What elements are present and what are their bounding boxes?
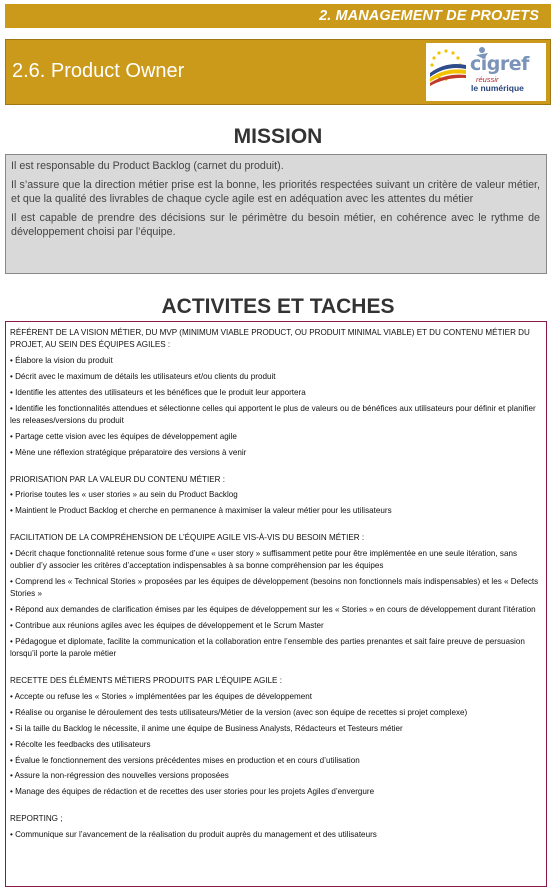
activity-section bbox=[10, 474, 542, 518]
activity-section-title: REPORTING ; bbox=[10, 814, 63, 824]
activity-item: • Élabore la vision du produit bbox=[10, 356, 113, 366]
activity-item: • Pédagogue et diplomate, facilite la communication et la collaboration entre l’ensemble des parties prenantes et sait faire preuve de persuasion lorsqu’il porte la parole métier bbox=[10, 637, 525, 659]
activity-item: • Assure la non-régression des nouvelles versions proposées bbox=[10, 771, 229, 781]
cigref-logo bbox=[426, 43, 546, 101]
activity-item: • Contribue aux réunions agiles avec les équipes de développement et le Scrum Master bbox=[10, 621, 324, 631]
mission-paragraph: Il est responsable du Product Backlog (carnet du produit). bbox=[11, 160, 284, 172]
activity-item: • Mène une réflexion stratégique préparatoire des versions à venir bbox=[10, 447, 247, 457]
activities-box bbox=[5, 321, 547, 887]
logo-tagline-1: réussir bbox=[476, 75, 499, 84]
mission-heading: MISSION bbox=[233, 125, 323, 148]
activity-section bbox=[10, 327, 542, 459]
activity-item: • Partage cette vision avec les équipes de développement agile bbox=[10, 431, 237, 441]
activity-item: • Identifie les attentes des utilisateurs et les bénéfices que le produit leur apportera bbox=[10, 387, 306, 397]
activity-section bbox=[10, 813, 542, 841]
section-banner-text: 2. MANAGEMENT DE PROJETS bbox=[319, 8, 539, 24]
activity-item: • Accepte ou refuse les « Stories » implémentées par les équipes de développement bbox=[10, 691, 313, 701]
activity-section bbox=[10, 675, 542, 798]
activity-section-title: FACILITATION DE LA COMPRÉHENSION DE L’ÉQUIPE AGILE VIS-À-VIS DU BESOIN MÉTIER : bbox=[10, 533, 365, 543]
page-header bbox=[5, 39, 551, 105]
activity-item: • Décrit avec le maximum de détails les utilisateurs et/ou clients du produit bbox=[10, 371, 276, 381]
mission-paragraph: Il s’assure que la direction métier prise est la bonne, les priorités respectées suivant un critère de valeur métier, et que la qualité des livrables de chaque cycle agile est en adéquation avec les attentes du métier bbox=[11, 179, 540, 205]
activity-item: • Réalise ou organise le déroulement des tests utilisateurs/Métier de la version (avec son équipe de recettes si projet complexe) bbox=[10, 707, 468, 717]
logo-tagline-2: le numérique bbox=[471, 83, 524, 93]
activity-section-title: RÉFÉRENT DE LA VISION MÉTIER, DU MVP (MINIMUM VIABLE PRODUCT, OU PRODUIT MINIMAL VIABLE) ET DU CONTENU MÉTIER DU PROJET, AU SEIN DES ÉQUIPES AGILES : bbox=[10, 328, 530, 350]
activity-item: • Évalue le fonctionnement des versions précédentes mises en production et en cours d’utilisation bbox=[10, 755, 360, 765]
mission-box bbox=[5, 154, 547, 274]
activity-section bbox=[10, 532, 542, 661]
activities-heading: ACTIVITES ET TACHES bbox=[161, 295, 395, 318]
activity-section-title: PRIORISATION PAR LA VALEUR DU CONTENU MÉTIER : bbox=[10, 474, 225, 484]
activity-item: • Manage des équipes de rédaction et de recettes des user stories pour les projets Agiles d’envergure bbox=[10, 787, 375, 797]
activity-item: • Si la taille du Backlog le nécessite, il anime une équipe de Business Analysts, Rédacteurs et Testeurs métier bbox=[10, 723, 403, 733]
section-banner bbox=[5, 4, 551, 28]
activity-item: • Communique sur l’avancement de la réalisation du produit auprès du management et des utilisateurs bbox=[10, 829, 377, 839]
activity-item: • Répond aux demandes de clarification émises par les équipes de développement sur les « Stories » en cours de développement durant l’itération bbox=[10, 605, 536, 615]
activity-item: • Récolte les feedbacks des utilisateurs bbox=[10, 739, 151, 749]
activity-item: • Comprend les « Technical Stories » proposées par les équipes de développement (besoins non fonctionnels mais indispensables) et les « Defects Stories » bbox=[10, 577, 539, 599]
activity-item: • Décrit chaque fonctionnalité retenue sous forme d’une « user story » suffisamment petite pour être implémentée en une seule itération, sans oublier d’y associer les critères d’acceptation indispensables à sa bonne compréhension par les équipes bbox=[10, 548, 518, 571]
logo-brand: cigref bbox=[470, 53, 529, 75]
activity-item: • Maintient le Product Backlog et cherche en permanence à maximiser la valeur métier pour les utilisateurs bbox=[10, 506, 392, 516]
page-title: 2.6. Product Owner bbox=[12, 59, 185, 82]
activity-item: • Priorise toutes les « user stories » au sein du Product Backlog bbox=[10, 490, 238, 500]
activity-item: • Identifie les fonctionnalités attendues et sélectionne celles qui apportent le plus de valeurs ou de bénéfices aux utilisateurs pour définir et planifier les releases/versions du produit bbox=[10, 403, 536, 426]
activity-section-title: RECETTE DES ÉLÉMENTS MÉTIERS PRODUITS PAR L’ÉQUIPE AGILE : bbox=[10, 676, 282, 686]
mission-paragraph: Il est capable de prendre des décisions sur le périmètre du besoin métier, en cohérence avec le rythme de développement choisi par l’équipe. bbox=[11, 212, 540, 238]
